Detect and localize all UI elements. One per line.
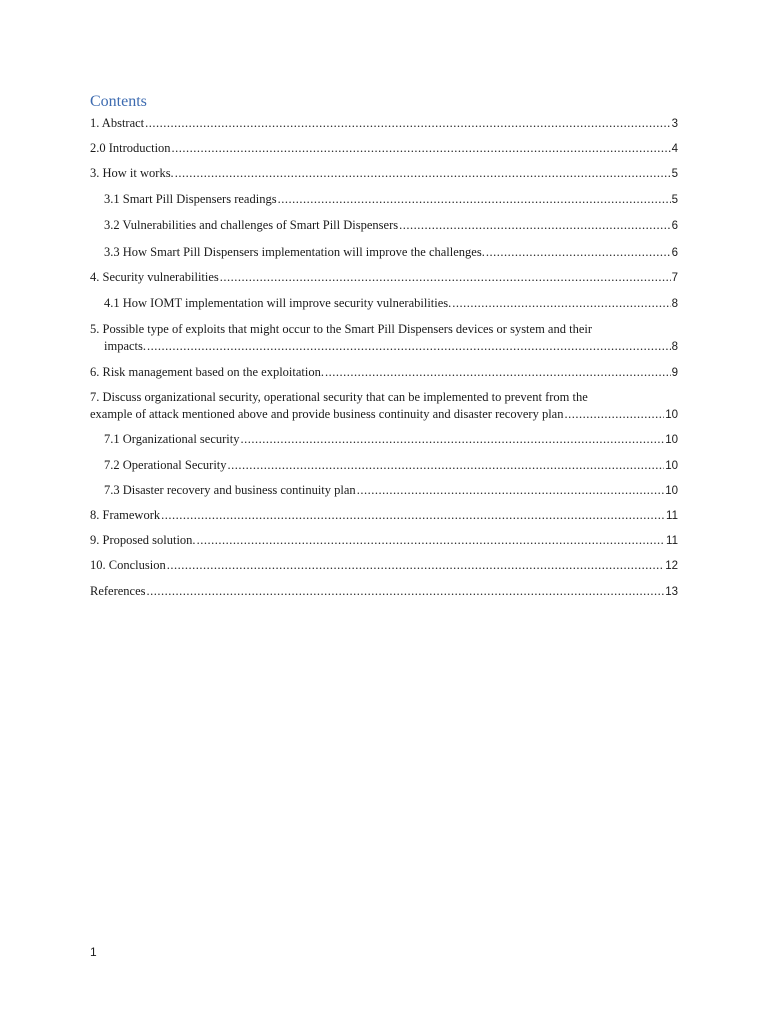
toc-entry-abstract[interactable] xyxy=(90,115,678,133)
toc-leader-dots xyxy=(564,406,664,423)
toc-entry-label: 4. Security vulnerabilities xyxy=(90,270,219,284)
toc-entry-label: 7.1 Organizational security xyxy=(104,432,240,446)
toc-entry-label: 6. Risk management based on the exploitation. xyxy=(90,365,324,379)
toc-entry-label-line2: impacts. xyxy=(104,339,147,353)
toc-entry-label: 7.2 Operational Security xyxy=(104,458,227,472)
toc-leader-dots xyxy=(399,217,670,234)
toc-leader-dots xyxy=(228,457,665,474)
toc-entry-label: References xyxy=(90,584,146,598)
toc-page-number: 10 xyxy=(665,434,678,446)
toc-entry-label: 3.2 Vulnerabilities and challenges of Smart Pill Dispensers xyxy=(104,218,399,232)
toc-leader-dots xyxy=(357,482,665,499)
toc-entry-framework[interactable] xyxy=(90,507,678,525)
toc-entry-proposed-solution[interactable] xyxy=(90,532,678,550)
toc-entry-label-line1: 7. Discuss organizational security, operational security that can be implemented to prevent from the xyxy=(90,390,588,404)
toc-entry-3-1[interactable] xyxy=(90,191,678,209)
toc-entry-label: 9. Proposed solution. xyxy=(90,533,196,547)
page-number-footer: 1 xyxy=(90,945,97,959)
toc-entry-7-2[interactable] xyxy=(90,457,678,475)
toc-page-number: 4 xyxy=(671,143,678,155)
toc-entry-7-3[interactable] xyxy=(90,482,678,500)
toc-entry-label: 4.1 How IOMT implementation will improve security vulnerabilities. xyxy=(104,296,452,310)
toc-entry-3-3[interactable] xyxy=(90,244,678,262)
toc-page-number: 6 xyxy=(671,247,678,259)
toc-page-number: 3 xyxy=(671,118,678,130)
toc-entry-label: 10. Conclusion xyxy=(90,558,166,572)
toc-entry-label: 3.3 How Smart Pill Dispensers implementation will improve the challenges. xyxy=(104,245,485,259)
toc-entry-risk-management[interactable] xyxy=(90,364,678,382)
toc-entry-label-line2: example of attack mentioned above and provide business continuity and disaster recovery plan xyxy=(90,407,564,421)
toc-leader-dots xyxy=(147,338,671,355)
toc-entry-conclusion[interactable] xyxy=(90,557,678,575)
toc-entry-references[interactable] xyxy=(90,583,678,601)
toc-entry-label: 1. Abstract xyxy=(90,116,145,130)
toc-entry-label: 2.0 Introduction xyxy=(90,141,171,155)
toc-page-number: 12 xyxy=(665,560,678,572)
toc-entry-4-1[interactable] xyxy=(90,295,678,313)
toc-leader-dots xyxy=(197,532,665,549)
toc-leader-dots xyxy=(220,269,671,286)
toc-leader-dots xyxy=(175,165,671,182)
toc-entry-possible-exploits[interactable] xyxy=(90,321,678,356)
toc-entry-security-vulnerabilities[interactable] xyxy=(90,269,678,287)
toc-page-number: 10 xyxy=(665,409,678,421)
toc-leader-dots xyxy=(278,191,671,208)
toc-leader-dots xyxy=(486,244,671,261)
toc-leader-dots xyxy=(325,364,671,381)
toc-leader-dots xyxy=(147,583,665,600)
toc-entry-7-1[interactable] xyxy=(90,431,678,449)
toc-page-number: 5 xyxy=(671,194,678,206)
toc-page-number: 11 xyxy=(666,535,678,547)
toc-page-number: 7 xyxy=(671,272,678,284)
toc-leader-dots xyxy=(167,557,665,574)
toc-leader-dots xyxy=(241,431,665,448)
toc-page-number: 11 xyxy=(666,510,678,522)
toc-entry-introduction[interactable] xyxy=(90,140,678,158)
toc-page-number: 8 xyxy=(671,341,678,353)
toc-entry-label: 8. Framework xyxy=(90,508,161,522)
toc-page-number: 8 xyxy=(671,298,678,310)
toc-leader-dots xyxy=(145,115,670,132)
toc-page-number: 13 xyxy=(665,586,678,598)
toc-page-number: 10 xyxy=(665,460,678,472)
toc-entry-how-it-works[interactable] xyxy=(90,165,678,183)
toc-page-number: 9 xyxy=(671,367,678,379)
toc-entry-3-2[interactable] xyxy=(90,217,678,235)
toc-leader-dots xyxy=(452,295,670,312)
toc-leader-dots xyxy=(161,507,665,524)
toc-page-number: 6 xyxy=(671,220,678,232)
toc-entry-label: 3. How it works. xyxy=(90,166,174,180)
toc-heading: Contents xyxy=(90,93,147,110)
toc-page-number: 5 xyxy=(671,168,678,180)
toc-entry-organizational-operational-security[interactable] xyxy=(90,389,678,424)
toc-entry-label: 7.3 Disaster recovery and business continuity plan xyxy=(104,483,356,497)
toc-entry-label: 3.1 Smart Pill Dispensers readings xyxy=(104,192,277,206)
toc-leader-dots xyxy=(172,140,671,157)
toc-entry-label-line1: 5. Possible type of exploits that might occur to the Smart Pill Dispensers devices or system and their xyxy=(90,322,593,336)
toc-page-number: 10 xyxy=(665,485,678,497)
